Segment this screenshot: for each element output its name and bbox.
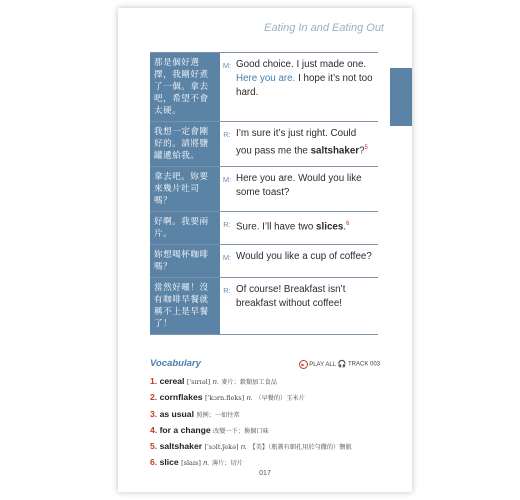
vocab-word: cornflakes xyxy=(159,392,203,403)
dialogue-row xyxy=(150,52,378,122)
vocab-number: 3. xyxy=(150,408,158,419)
footnote-marker: 6 xyxy=(346,221,350,227)
vocabulary-item xyxy=(150,390,390,406)
line-text: Here you are. Would you like some toast? xyxy=(236,173,362,198)
english-line xyxy=(234,122,378,166)
vocabulary-title: Vocabulary xyxy=(150,358,201,369)
chapter-thumb-tab xyxy=(390,68,412,126)
vocab-word: saltshaker xyxy=(159,441,203,452)
vocab-part-of-speech: n. xyxy=(203,458,210,468)
vocab-definition: 照例；一如往常 xyxy=(196,411,240,419)
dialogue-row xyxy=(150,245,378,278)
vocab-word: cereal xyxy=(159,376,185,386)
chinese-translation: 拿去吧。妳要來幾片吐司嗎？ xyxy=(150,167,220,211)
english-line xyxy=(234,278,378,334)
vocabulary-item xyxy=(150,407,390,423)
english-line xyxy=(234,212,378,244)
dialogue-row xyxy=(150,278,378,335)
book-page xyxy=(118,8,412,492)
vocab-number: 5. xyxy=(150,441,158,452)
chinese-translation: 那是個好選擇，我剛好煮了一個。拿去吧，希望不會太硬。 xyxy=(150,53,220,121)
chinese-translation: 我想一定會剛好的。請將鹽罐遞給我。 xyxy=(150,122,220,166)
vocab-number: 1. xyxy=(150,376,158,386)
vocabulary-header xyxy=(150,358,380,370)
speaker-label: R: xyxy=(223,286,231,295)
line-text: ? xyxy=(359,145,365,157)
vocab-keyword: saltshaker xyxy=(310,145,360,157)
track-control[interactable] xyxy=(338,360,380,368)
vocab-pronunciation: [ˈsɔlt.ʃekə] xyxy=(204,443,239,452)
play-all-control[interactable] xyxy=(299,360,336,369)
line-text: I’m sure it’s just right. Could you pass me the xyxy=(236,128,357,157)
dialogue-row xyxy=(150,167,378,212)
vocab-definition: 改變一下；換個口味 xyxy=(213,427,269,435)
english-line xyxy=(234,167,378,211)
vocab-definition: 麥片；穀類加工食品 xyxy=(221,379,277,386)
vocabulary-list xyxy=(150,374,390,472)
vocab-pronunciation: [slaɪs] xyxy=(181,459,201,468)
vocab-word: for a change xyxy=(159,424,211,435)
vocab-definition: 薄片；切片 xyxy=(211,460,243,468)
dialogue-row xyxy=(150,212,378,245)
vocab-number: 4. xyxy=(150,424,158,435)
vocab-part-of-speech: n. xyxy=(246,393,253,403)
vocabulary-item xyxy=(150,439,390,455)
vocab-pronunciation: [ˈsɪrɪəl] xyxy=(186,378,211,386)
speaker-label: M: xyxy=(222,175,232,184)
vocab-keyword: slices xyxy=(316,221,344,233)
chinese-translation: 當然好囉！沒有咖啡早餐就稱不上是早餐了！ xyxy=(150,278,220,334)
vocabulary-item xyxy=(150,374,390,390)
chinese-translation: 好啊。我要兩片。 xyxy=(150,212,220,244)
english-line xyxy=(234,245,378,277)
line-text: Here you are. xyxy=(236,73,296,84)
vocab-definition: 【美】（瓶蓋有細孔用於勻撒的）鹽瓶 xyxy=(249,444,352,452)
play-all-label: PLAY ALL xyxy=(309,362,336,369)
line-text: Sure. I’ll have two xyxy=(236,221,317,233)
track-label: TRACK 003 xyxy=(347,361,380,368)
vocabulary-item xyxy=(150,423,390,439)
vocab-number: 6. xyxy=(150,457,158,468)
speaker-label: R: xyxy=(223,130,231,139)
vocab-part-of-speech: n. xyxy=(212,377,219,386)
dialogue-table xyxy=(150,52,378,335)
chinese-translation: 妳想喝杯咖啡嗎？ xyxy=(150,245,220,277)
speaker-label: R: xyxy=(223,220,231,229)
running-header: Eating In and Eating Out xyxy=(264,22,384,34)
headphones-icon: 🎧 xyxy=(337,361,347,368)
speaker-label: M: xyxy=(222,61,232,70)
line-text: Good choice. I just made one. xyxy=(236,59,367,70)
vocab-pronunciation: [ˈkɔrn.fleks] xyxy=(204,394,245,403)
play-icon: ▶ xyxy=(299,360,308,369)
vocab-word: slice xyxy=(159,457,179,468)
line-text: Of course! Breakfast isn’t breakfast without coffee! xyxy=(236,284,346,309)
line-text: Would you like a cup of coffee? xyxy=(236,251,372,262)
line-text: . xyxy=(343,221,347,233)
vocab-definition: （早餐的）玉米片 xyxy=(255,395,305,403)
dialogue-row xyxy=(150,122,378,167)
speaker-label: M: xyxy=(222,253,232,262)
english-line xyxy=(234,53,378,121)
vocab-part-of-speech: n. xyxy=(240,442,248,452)
line-text: I hope it’s not too hard. xyxy=(236,73,373,98)
page-number: 017 xyxy=(259,470,271,477)
vocab-word: as usual xyxy=(159,408,194,419)
footnote-marker: 5 xyxy=(364,145,368,151)
vocab-number: 2. xyxy=(150,392,158,403)
